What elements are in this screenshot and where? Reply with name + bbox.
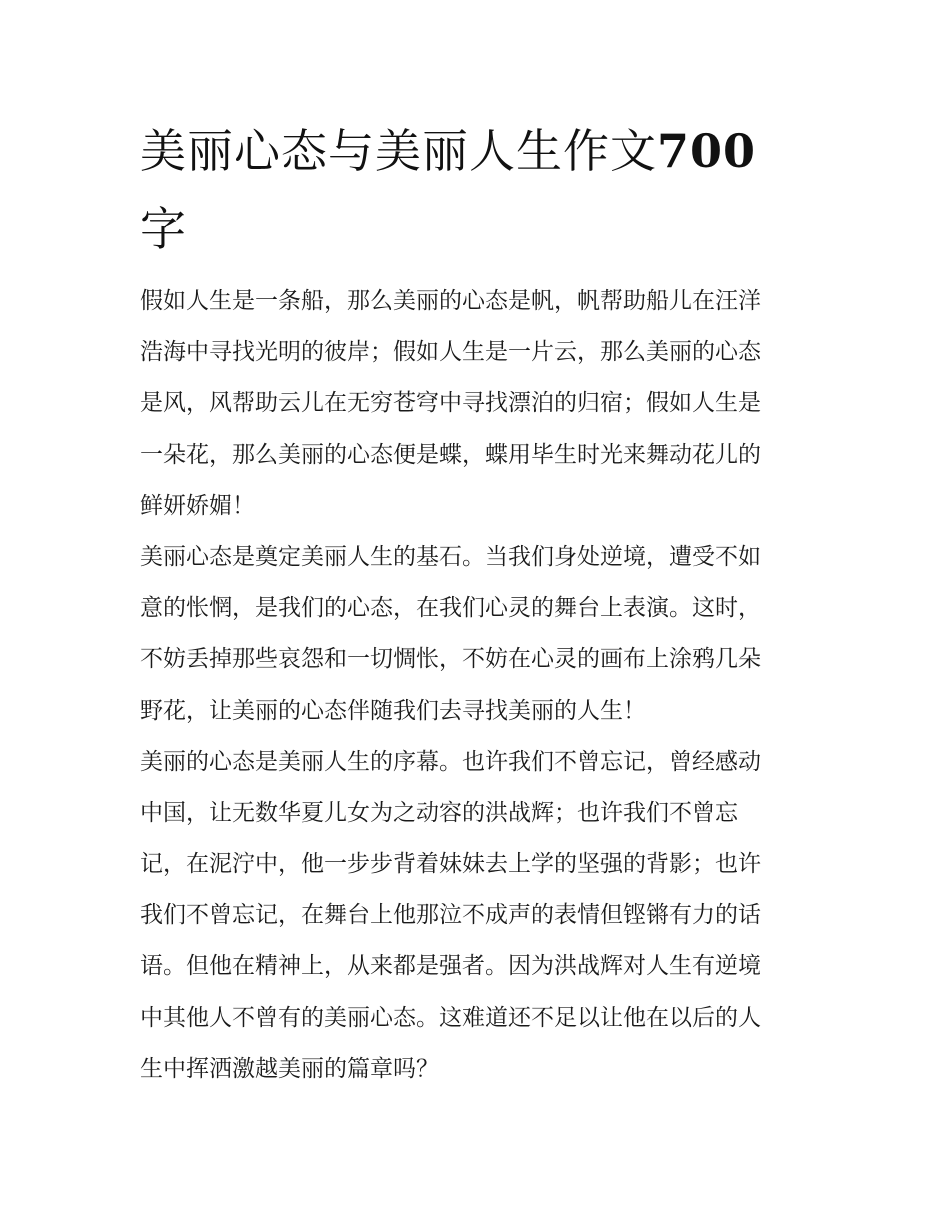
text-line: 一朵花，那么美丽的心态便是蝶，蝶用毕生时光来舞动花儿的 — [140, 441, 761, 468]
text-line: 假如人生是一条船，那么美丽的心态是帆，帆帮助船儿在汪洋 — [140, 288, 761, 314]
text-line: 野花，让美丽的心态伴随我们去寻找美丽的人生！ — [140, 697, 646, 724]
text-line: 中国，让无数华夏儿女为之动容的洪战辉；也许我们不曾忘 — [140, 799, 738, 826]
text-line: 鲜妍娇媚！ — [140, 492, 255, 519]
page-title — [140, 112, 820, 268]
text-line: 意的怅惘，是我们的心态，在我们心灵的舞台上表演。这时， — [140, 595, 761, 622]
title-number: 700 — [657, 124, 757, 178]
text-line: 语。但他在精神上，从来都是强者。因为洪战辉对人生有逆境 — [140, 953, 761, 980]
text-line: 不妨丢掉那些哀怨和一切惆怅，不妨在心灵的画布上涂鸦几朵 — [140, 646, 761, 673]
text-line: 是风，风帮助云儿在无穷苍穹中寻找漂泊的归宿；假如人生是 — [140, 390, 761, 417]
text-line: 记，在泥泞中，他一步步背着妹妹去上学的坚强的背影；也许 — [140, 851, 761, 878]
text-line: 中其他人不曾有的美丽心态。这难道还不足以让他在以后的人 — [140, 1004, 761, 1031]
title-text: 美丽心态与美丽人生作文 — [140, 124, 657, 178]
paragraph-1 — [140, 276, 820, 532]
text-line: 我们不曾忘记，在舞台上他那泣不成声的表情但铿锵有力的话 — [140, 902, 761, 929]
text-line: 浩海中寻找光明的彼岸；假如人生是一片云，那么美丽的心态 — [140, 339, 761, 366]
paragraph-2 — [140, 532, 820, 737]
title-tail: 字 — [140, 202, 187, 256]
text-line: 生中挥洒激越美丽的篇章吗？ — [140, 1055, 439, 1082]
paragraph-3 — [140, 737, 820, 1095]
text-line: 美丽心态是奠定美丽人生的基石。当我们身处逆境，遭受不如 — [140, 543, 761, 570]
article-body — [140, 276, 820, 1095]
text-line: 美丽的心态是美丽人生的序幕。也许我们不曾忘记，曾经感动 — [140, 748, 761, 775]
